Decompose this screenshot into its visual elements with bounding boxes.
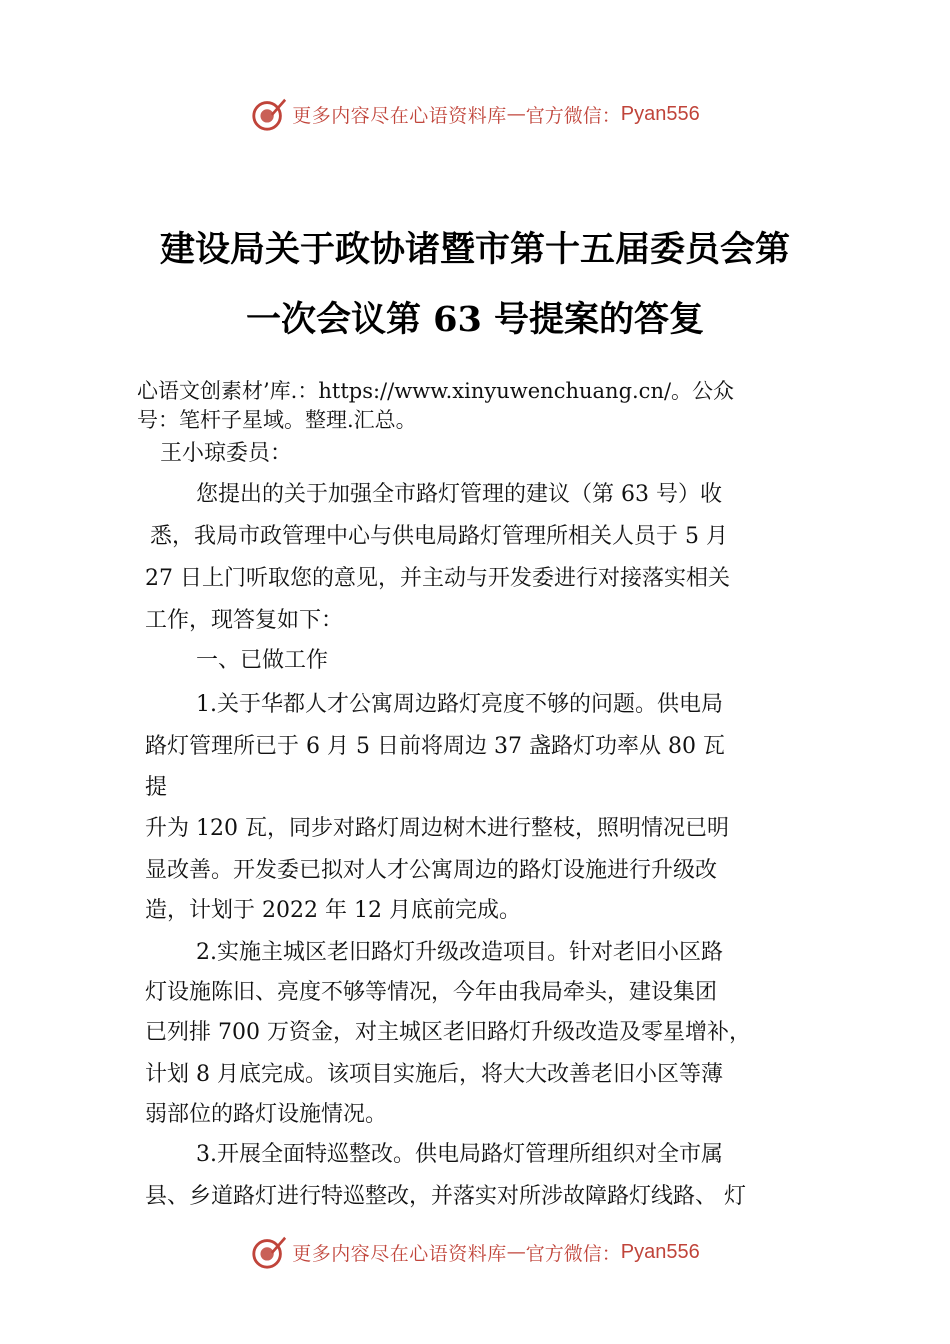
body-line: 计划 8 月底完成。该项目实施后，将大大改善老旧小区等薄	[145, 1062, 723, 1087]
body-line: 您提出的关于加强全市路灯管理的建议（第 63 号）收	[196, 482, 722, 507]
salutation: 王小琼委员：	[160, 441, 293, 466]
banner-wechat-label: 官方微信：	[525, 104, 621, 127]
body-line: 提	[145, 775, 168, 800]
brand-logo-icon	[250, 95, 288, 133]
section-heading: 一、已做工作	[196, 648, 329, 673]
body-line: 3.开展全面特巡整改。供电局路灯管理所组织对全市属	[196, 1142, 723, 1167]
body-line: 升为 120 瓦，同步对路灯周边树木进行整枝，照明情况已明	[145, 816, 729, 841]
header-banner	[0, 94, 950, 134]
banner-wechat-id: Pyan556	[620, 102, 700, 125]
banner-text: 更多内容尽在心语资料库	[292, 1242, 507, 1265]
banner-wechat-label: 官方微信：	[525, 1242, 621, 1265]
source-note-line-1: 心语文创素材’库.：https://www.xinyuwenchuang.cn/。公众	[137, 379, 735, 403]
body-line: 悉，我局市政管理中心与供电局路灯管理所相关人员于 5 月	[150, 524, 728, 549]
body-line: 弱部位的路灯设施情况。	[145, 1102, 388, 1127]
brand-logo-icon	[250, 1233, 288, 1271]
body-line: 27 日上门听取您的意见，并主动与开发委进行对接落实相关	[145, 566, 730, 591]
document-title-line-1: 建设局关于政协诸暨市第十五届委员会第	[159, 229, 790, 270]
banner-separator: —	[506, 103, 526, 125]
body-line: 1.关于华都人才公寓周边路灯亮度不够的问题。供电局	[196, 692, 723, 717]
body-line: 造，计划于 2022 年 12 月底前完成。	[145, 898, 521, 923]
body-line: 灯设施陈旧、亮度不够等情况，今年由我局牵头，建设集团	[145, 980, 718, 1005]
body-line: 工作，现答复如下：	[145, 608, 344, 633]
footer-banner	[0, 1232, 950, 1272]
body-line: 县、乡道路灯进行特巡整改，并落实对所涉故障路灯线路、 灯	[145, 1184, 746, 1209]
document-title-line-2: 一次会议第 63 号提案的答复	[245, 299, 705, 340]
banner-text: 更多内容尽在心语资料库	[292, 104, 507, 127]
body-line: 显改善。开发委已拟对人才公寓周边的路灯设施进行升级改	[145, 858, 718, 883]
body-line: 已列排 700 万资金，对主城区老旧路灯升级改造及零星增补，	[145, 1020, 751, 1045]
banner-separator: —	[506, 1241, 526, 1263]
body-line: 路灯管理所已于 6 月 5 日前将周边 37 盏路灯功率从 80 瓦	[145, 734, 725, 759]
banner-wechat-id: Pyan556	[620, 1240, 700, 1263]
body-line: 2.实施主城区老旧路灯升级改造项目。针对老旧小区路	[196, 940, 723, 965]
source-note-line-2: 号：笔杆子星域。整理.汇总。	[137, 408, 417, 432]
